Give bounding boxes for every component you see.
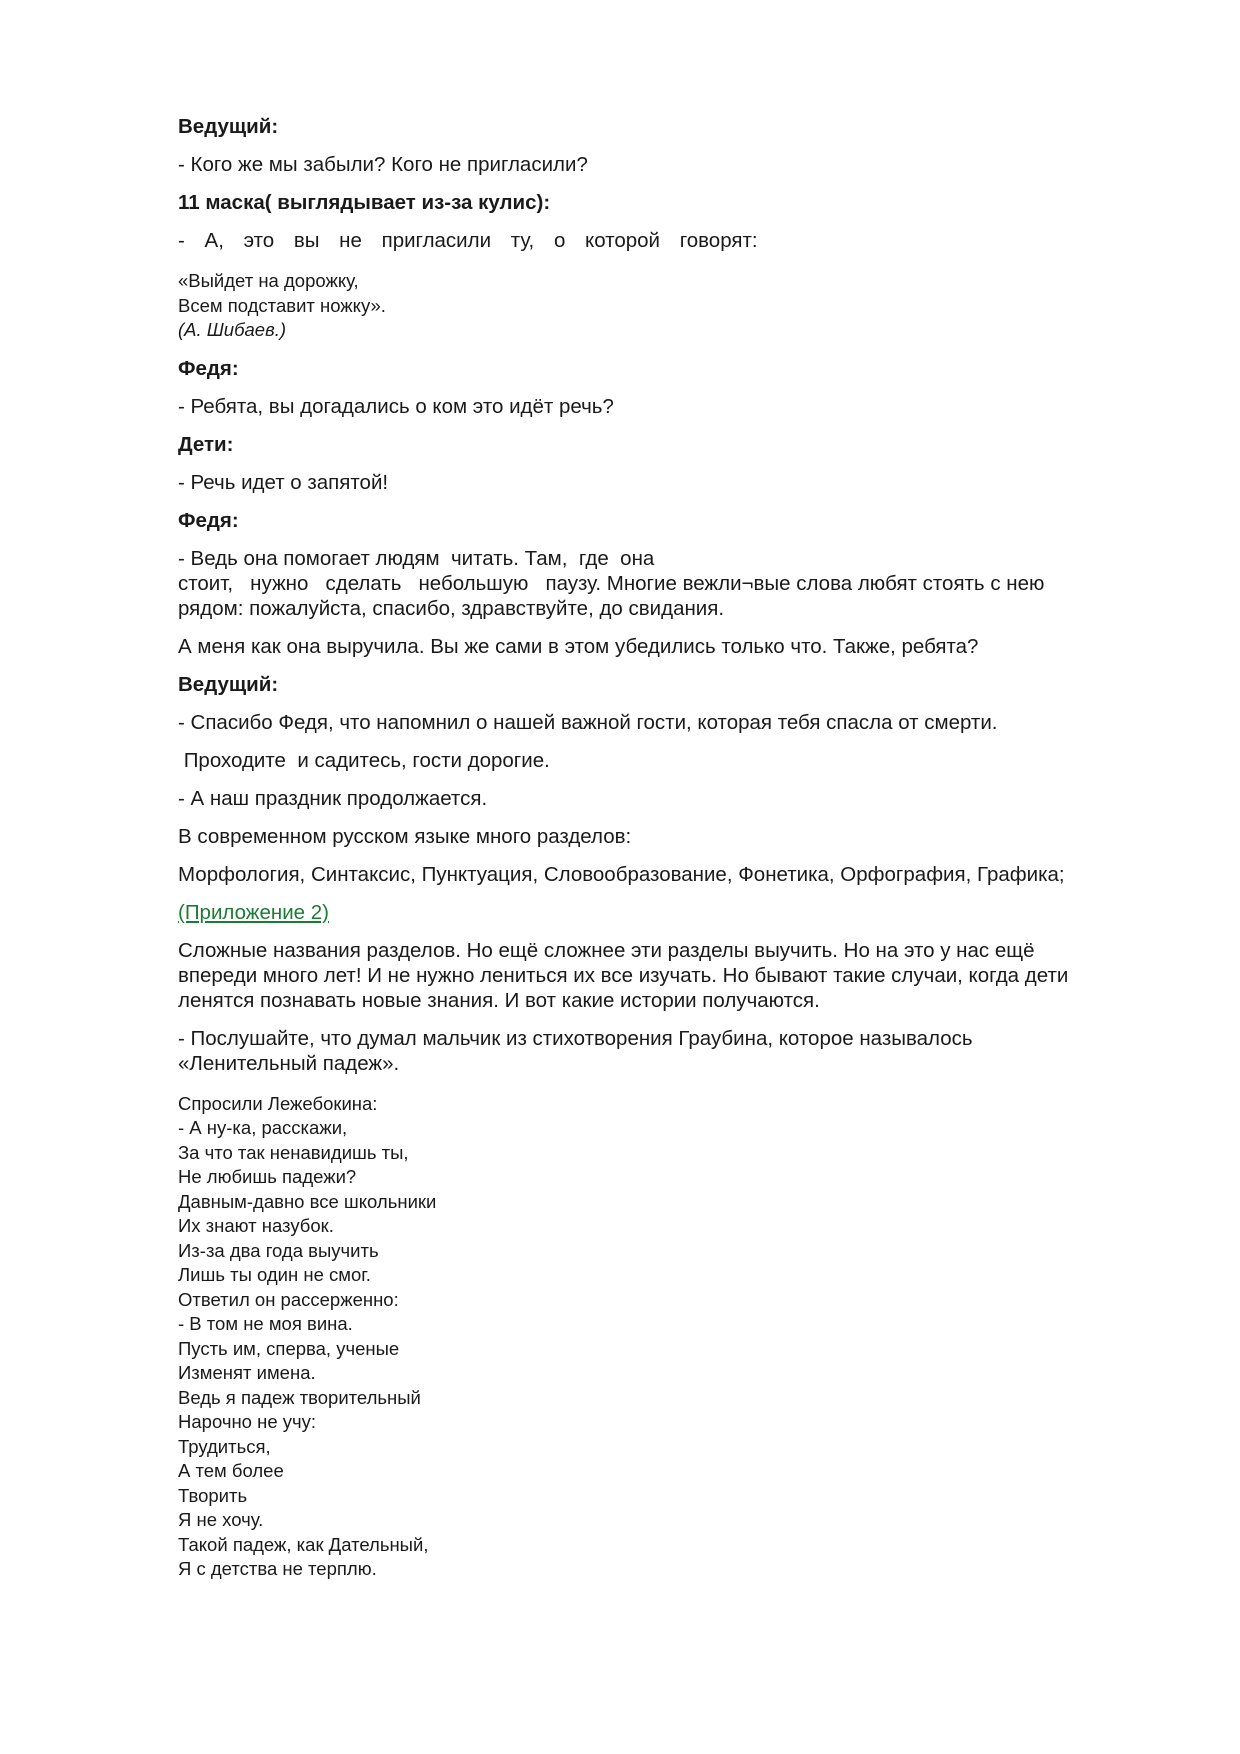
paragraph-line: рядом: пожалуйста, спасибо, здравствуйте, до свидания. (178, 596, 725, 620)
paragraph-line: - Послушайте, что думал мальчик из стихотворения Граубина, которое называлось (178, 1026, 973, 1050)
speaker-label-children: Дети: (178, 432, 234, 456)
poem-line: - А ну-ка, расскажи, (178, 1117, 348, 1138)
speaker-label-fedya: Федя: (178, 356, 239, 380)
paragraph-line: «Ленительный падеж». (178, 1051, 400, 1075)
poem-line: Я с детства не терплю. (178, 1558, 377, 1579)
paragraph: В современном русском языке много разделов: (178, 824, 632, 848)
poem-line: Трудиться, (178, 1435, 271, 1457)
speaker-label-host: Ведущий: (178, 115, 279, 138)
paragraph-line: Сложные названия разделов. Но ещё сложнее эти разделы выучить. Но на это у нас ещё (178, 938, 1035, 962)
paragraph: - А, это вы не пригласили ту, о которой говорят: (178, 229, 758, 252)
poem-line: Спросили Лежебокина: (178, 1092, 378, 1114)
poem-line: Их знают назубок. (178, 1215, 334, 1236)
paragraph-line: ленятся познавать новые знания. И вот какие истории получаются. (178, 988, 820, 1012)
speaker-label-mask: 11 маска( выглядывает из-за кулис): (178, 191, 551, 214)
paragraph: - Спасибо Федя, что напомнил о нашей важной гости, которая тебя спасла от смерти. (178, 710, 998, 734)
paragraph: - Ребята, вы догадались о ком это идёт речь? (178, 394, 614, 418)
document-page (178, 114, 1148, 1582)
poem-line: Ответил он рассерженно: (178, 1288, 399, 1310)
poem-line: А тем более (178, 1460, 284, 1481)
poem-line: Ведь я падеж творительный (178, 1386, 421, 1408)
paragraph: - Кого же мы забыли? Кого не пригласили? (178, 153, 588, 176)
poem-line: Нарочно не учу: (178, 1411, 317, 1432)
speaker-label-fedya: Федя: (178, 508, 239, 532)
poem-line: Я не хочу. (178, 1509, 264, 1530)
paragraph: Морфология, Синтаксис, Пунктуация, Словообразование, Фонетика, Орфография, Графика; (178, 862, 1065, 886)
poem-line: Изменят имена. (178, 1362, 316, 1383)
poem-line: За что так ненавидишь ты, (178, 1141, 409, 1163)
poem-line: Пусть им, сперва, ученые (178, 1337, 400, 1359)
paragraph (178, 546, 1148, 621)
paragraph: - А наш праздник продолжается. (178, 786, 488, 810)
poem-line: Давным-давно все школьники (178, 1190, 437, 1212)
paragraph (178, 938, 1148, 1013)
paragraph-line: впереди много лет! И не нужно лениться их все изучать. Но бывают такие случаи, когда дети (178, 963, 1069, 987)
poem-line: - В том не моя вина. (178, 1313, 353, 1334)
paragraph (178, 1026, 1148, 1076)
appendix-link[interactable]: (Приложение 2) (178, 900, 329, 924)
paragraph-line: - Ведь она помогает людям читать. Там, где она (178, 546, 655, 570)
poem-lazy-case (178, 1092, 1148, 1582)
poem-line: Всем подставит ножку». (178, 294, 386, 316)
poem-line: Лишь ты один не смог. (178, 1264, 371, 1285)
paragraph: - Речь идет о запятой! (178, 470, 389, 494)
paragraph: Проходите и садитесь, гости дорогие. (178, 748, 550, 772)
speaker-label-host: Ведущий: (178, 672, 279, 696)
paragraph-line: стоит, нужно сделать небольшую паузу. Многие вежли¬вые слова любят стоять с нею (178, 571, 1045, 595)
appendix-link-row (178, 900, 1148, 925)
poem-line: Такой падеж, как Дательный, (178, 1533, 429, 1555)
poem-author: (А. Шибаев.) (178, 319, 287, 340)
poem-line: Не любишь падежи? (178, 1166, 357, 1187)
poem-line: Творить (178, 1484, 248, 1506)
poem-quote (178, 269, 1148, 343)
paragraph: А меня как она выручила. Вы же сами в этом убедились только что. Также, ребята? (178, 634, 979, 658)
poem-line: Из-за два года выучить (178, 1239, 379, 1261)
poem-line: «Выйдет на дорожку, (178, 270, 359, 291)
